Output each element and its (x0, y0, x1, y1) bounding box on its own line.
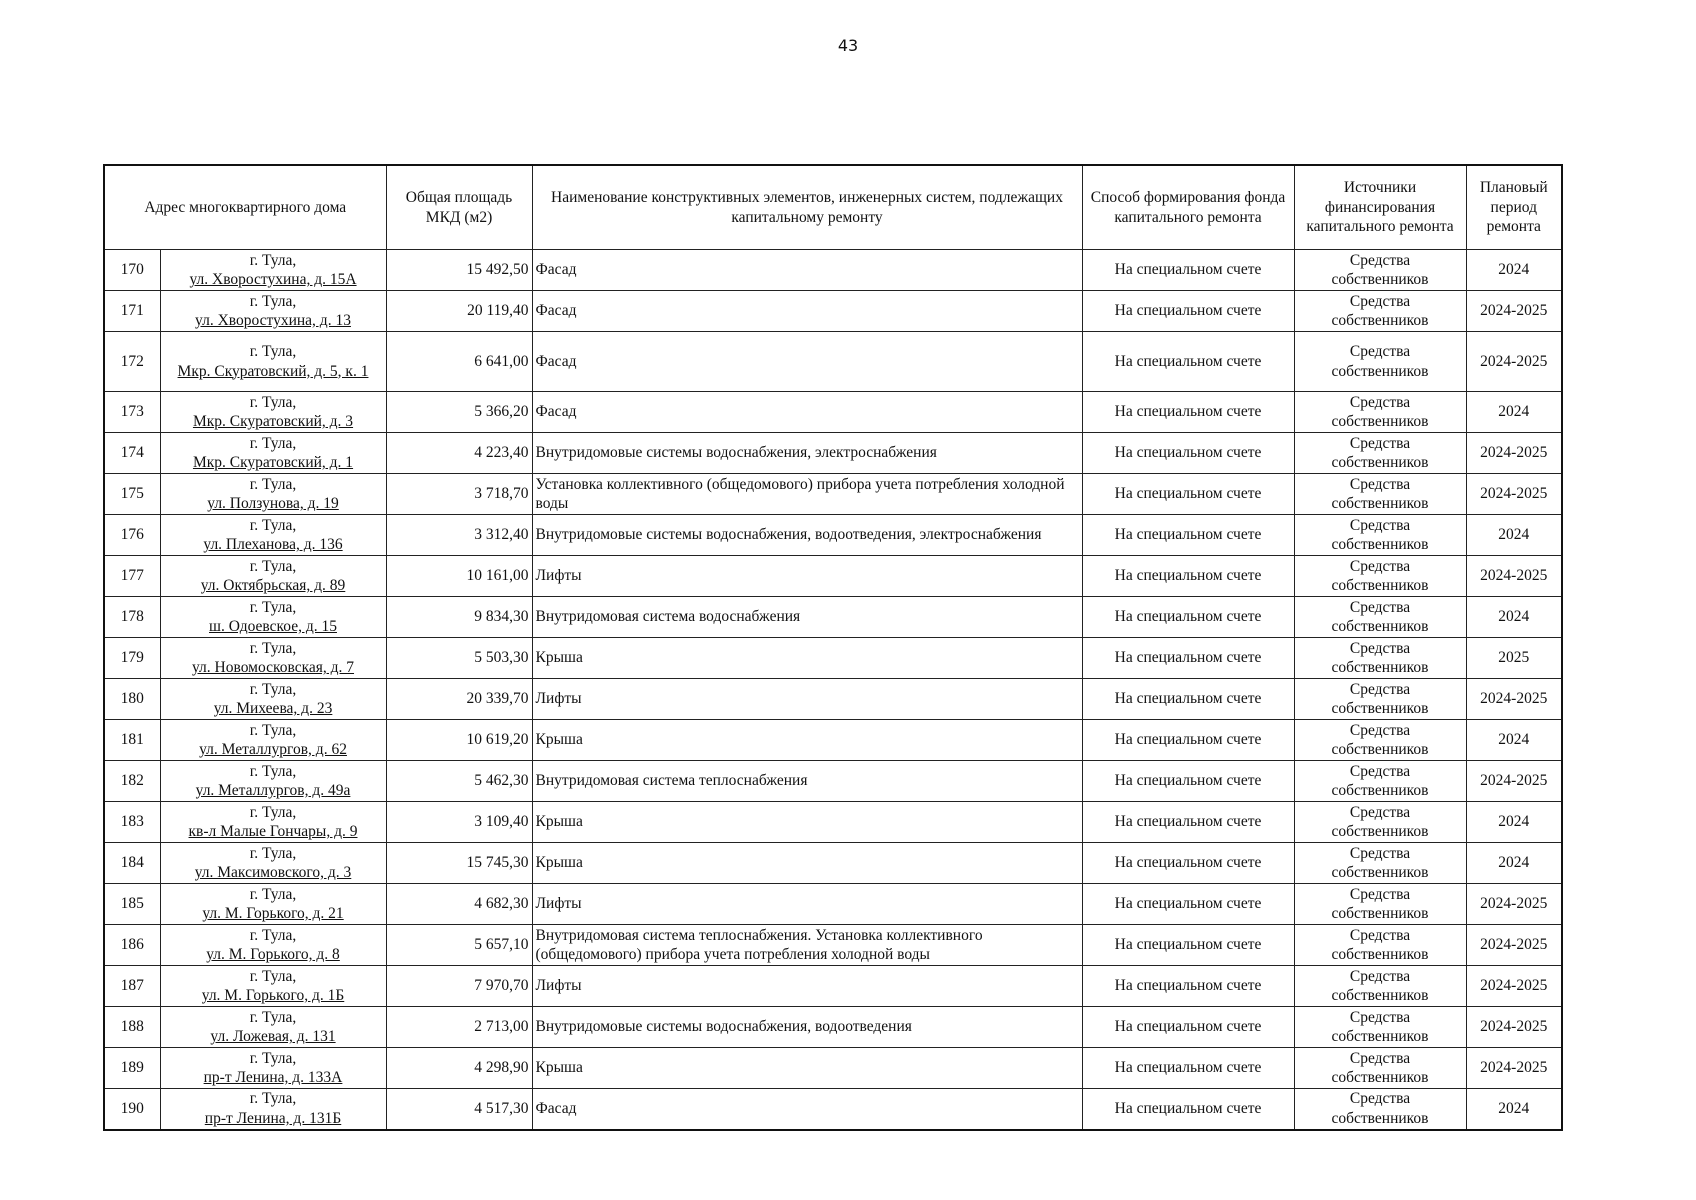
row-period: 2024-2025 (1466, 1007, 1562, 1048)
row-area: 4 298,90 (386, 1048, 532, 1089)
row-method: На специальном счете (1082, 1089, 1294, 1130)
row-area: 20 339,70 (386, 679, 532, 720)
row-number: 171 (104, 291, 160, 332)
row-area: 6 641,00 (386, 332, 532, 392)
row-method: На специальном счете (1082, 761, 1294, 802)
row-period: 2024-2025 (1466, 291, 1562, 332)
address-street: ул. Металлургов, д. 49а (195, 782, 351, 799)
address-city: г. Тула, (249, 393, 297, 411)
row-number: 185 (104, 884, 160, 925)
source-line-2: собственников (1331, 1028, 1429, 1045)
row-method: На специальном счете (1082, 1048, 1294, 1089)
row-works: Крыша (532, 802, 1082, 843)
row-area: 10 619,20 (386, 720, 532, 761)
source-line-2: собственников (1331, 577, 1429, 594)
table-row (104, 291, 1562, 332)
table-row (104, 474, 1562, 515)
row-address (160, 679, 386, 720)
address-city: г. Тула, (249, 516, 297, 534)
table-row (104, 802, 1562, 843)
row-method: На специальном счете (1082, 556, 1294, 597)
row-method: На специальном счете (1082, 597, 1294, 638)
address-street: ул. Октябрьская, д. 89 (200, 577, 346, 594)
table-row (104, 332, 1562, 392)
table-row (104, 1048, 1562, 1089)
row-address (160, 638, 386, 679)
table-row (104, 433, 1562, 474)
row-number: 183 (104, 802, 160, 843)
row-address (160, 250, 386, 291)
row-area: 5 462,30 (386, 761, 532, 802)
row-period: 2024 (1466, 802, 1562, 843)
address-city: г. Тула, (249, 557, 297, 575)
address-street: ул. Металлургов, д. 62 (199, 741, 347, 758)
row-method: На специальном счете (1082, 392, 1294, 433)
row-method: На специальном счете (1082, 332, 1294, 392)
source-line-1: Средства (1349, 475, 1411, 493)
address-street: ул. Михеева, д. 23 (213, 700, 333, 717)
row-period: 2024-2025 (1466, 1048, 1562, 1089)
source-line-2: собственников (1331, 536, 1429, 553)
row-area: 4 517,30 (386, 1089, 532, 1130)
row-source (1294, 761, 1466, 802)
row-period: 2024 (1466, 250, 1562, 291)
row-method: На специальном счете (1082, 250, 1294, 291)
row-source (1294, 884, 1466, 925)
source-line-2: собственников (1331, 823, 1429, 840)
source-line-2: собственников (1331, 659, 1429, 676)
row-source (1294, 515, 1466, 556)
address-city: г. Тула, (249, 343, 297, 361)
row-works: Фасад (532, 392, 1082, 433)
header-works: Наименование конструктивных элементов, инженерных систем, подлежащих капитальному ремонту (532, 165, 1082, 250)
source-line-2: собственников (1331, 700, 1429, 717)
row-works: Крыша (532, 1048, 1082, 1089)
source-line-1: Средства (1349, 434, 1411, 452)
row-period: 2024-2025 (1466, 556, 1562, 597)
source-line-2: собственников (1331, 495, 1429, 512)
source-line-1: Средства (1349, 343, 1411, 361)
row-works: Внутридомовые системы водоснабжения, водоотведения (532, 1007, 1082, 1048)
address-city: г. Тула, (249, 803, 297, 821)
address-street: Мкр. Скуратовский, д. 5, к. 1 (177, 362, 369, 380)
row-number: 181 (104, 720, 160, 761)
address-street: пр-т Ленина, д. 131Б (204, 1109, 342, 1127)
row-address (160, 597, 386, 638)
row-period: 2024 (1466, 597, 1562, 638)
row-area: 9 834,30 (386, 597, 532, 638)
row-area: 15 745,30 (386, 843, 532, 884)
address-street: ул. Максимовского, д. 3 (194, 864, 352, 881)
row-address (160, 1048, 386, 1089)
row-number: 176 (104, 515, 160, 556)
address-city: г. Тула, (249, 1008, 297, 1026)
row-period: 2024-2025 (1466, 761, 1562, 802)
table-row (104, 515, 1562, 556)
row-source (1294, 433, 1466, 474)
source-line-1: Средства (1349, 516, 1411, 534)
source-line-1: Средства (1349, 1049, 1411, 1067)
table-row (104, 761, 1562, 802)
table-row (104, 597, 1562, 638)
row-address (160, 556, 386, 597)
row-address (160, 1007, 386, 1048)
row-works: Внутридомовые системы водоснабжения, водоотведения, электроснабжения (532, 515, 1082, 556)
address-city: г. Тула, (249, 1049, 297, 1067)
row-area: 2 713,00 (386, 1007, 532, 1048)
address-city: г. Тула, (249, 844, 297, 862)
row-area: 3 718,70 (386, 474, 532, 515)
row-method: На специальном счете (1082, 679, 1294, 720)
address-city: г. Тула, (249, 721, 297, 739)
address-city: г. Тула, (249, 434, 297, 452)
address-street: ул. Ползунова, д. 19 (207, 495, 339, 512)
row-number: 173 (104, 392, 160, 433)
row-works: Фасад (532, 250, 1082, 291)
row-area: 15 492,50 (386, 250, 532, 291)
row-method: На специальном счете (1082, 884, 1294, 925)
row-method: На специальном счете (1082, 474, 1294, 515)
row-source (1294, 1048, 1466, 1089)
row-number: 180 (104, 679, 160, 720)
row-address (160, 843, 386, 884)
row-works: Установка коллективного (общедомового) прибора учета потребления холодной воды (532, 474, 1082, 515)
address-city: г. Тула, (249, 885, 297, 903)
row-method: На специальном счете (1082, 515, 1294, 556)
row-number: 174 (104, 433, 160, 474)
row-number: 184 (104, 843, 160, 884)
header-period: Плановый период ремонта (1466, 165, 1562, 250)
table-row (104, 925, 1562, 966)
row-source (1294, 291, 1466, 332)
source-line-2: собственников (1331, 905, 1429, 922)
row-address (160, 332, 386, 392)
row-works: Лифты (532, 884, 1082, 925)
row-number: 175 (104, 474, 160, 515)
source-line-2: собственников (1331, 946, 1429, 963)
source-line-1: Средства (1349, 598, 1411, 616)
table-row (104, 884, 1562, 925)
address-street: ш. Одоевское, д. 15 (209, 618, 337, 635)
address-street: Мкр. Скуратовский, д. 3 (192, 413, 354, 430)
row-period: 2024-2025 (1466, 679, 1562, 720)
row-source (1294, 1089, 1466, 1130)
row-period: 2024 (1466, 515, 1562, 556)
source-line-2: собственников (1331, 987, 1429, 1004)
address-city: г. Тула, (249, 762, 297, 780)
row-works: Фасад (532, 1089, 1082, 1130)
row-source (1294, 474, 1466, 515)
row-source (1294, 1007, 1466, 1048)
source-line-1: Средства (1349, 844, 1411, 862)
row-period: 2024 (1466, 720, 1562, 761)
row-area: 7 970,70 (386, 966, 532, 1007)
row-area: 3 109,40 (386, 802, 532, 843)
row-number: 187 (104, 966, 160, 1007)
row-address (160, 392, 386, 433)
address-street: Мкр. Скуратовский, д. 1 (192, 454, 354, 471)
row-works: Лифты (532, 966, 1082, 1007)
row-period: 2024-2025 (1466, 433, 1562, 474)
row-area: 5 657,10 (386, 925, 532, 966)
row-period: 2024 (1466, 843, 1562, 884)
source-line-1: Средства (1349, 803, 1411, 821)
row-area: 10 161,00 (386, 556, 532, 597)
row-period: 2024-2025 (1466, 332, 1562, 392)
table-row (104, 556, 1562, 597)
row-source (1294, 802, 1466, 843)
source-line-1: Средства (1349, 1008, 1411, 1026)
table-header-row (104, 165, 1562, 250)
row-period: 2024-2025 (1466, 966, 1562, 1007)
table-body (104, 250, 1562, 1130)
header-method: Способ формирования фонда капитального ремонта (1082, 165, 1294, 250)
row-source (1294, 966, 1466, 1007)
row-area: 3 312,40 (386, 515, 532, 556)
row-works: Крыша (532, 720, 1082, 761)
source-line-1: Средства (1349, 967, 1411, 985)
row-address (160, 1089, 386, 1130)
source-line-1: Средства (1349, 557, 1411, 575)
row-source (1294, 332, 1466, 392)
address-city: г. Тула, (249, 292, 297, 310)
source-line-2: собственников (1331, 1069, 1429, 1086)
address-street: ул. Новомосковская, д. 7 (191, 659, 355, 676)
row-period: 2024 (1466, 392, 1562, 433)
table-row (104, 720, 1562, 761)
address-city: г. Тула, (249, 598, 297, 616)
row-area: 4 223,40 (386, 433, 532, 474)
source-line-1: Средства (1349, 926, 1411, 944)
row-address (160, 966, 386, 1007)
row-address (160, 761, 386, 802)
row-source (1294, 925, 1466, 966)
row-number: 189 (104, 1048, 160, 1089)
row-source (1294, 392, 1466, 433)
row-source (1294, 843, 1466, 884)
source-line-2: собственников (1331, 864, 1429, 881)
source-line-1: Средства (1349, 721, 1411, 739)
row-works: Внутридомовые системы водоснабжения, электроснабжения (532, 433, 1082, 474)
address-street: ул. Ложевая, д. 131 (210, 1028, 336, 1045)
row-method: На специальном счете (1082, 720, 1294, 761)
address-city: г. Тула, (249, 926, 297, 944)
row-address (160, 884, 386, 925)
row-source (1294, 720, 1466, 761)
row-source (1294, 250, 1466, 291)
row-period: 2024-2025 (1466, 884, 1562, 925)
row-address (160, 925, 386, 966)
row-works: Крыша (532, 638, 1082, 679)
table-row (104, 679, 1562, 720)
row-method: На специальном счете (1082, 925, 1294, 966)
address-city: г. Тула, (249, 1090, 297, 1108)
row-number: 182 (104, 761, 160, 802)
row-period: 2024 (1466, 1089, 1562, 1130)
source-line-2: собственников (1331, 362, 1429, 380)
row-number: 170 (104, 250, 160, 291)
row-period: 2025 (1466, 638, 1562, 679)
table-row (104, 1089, 1562, 1130)
row-number: 177 (104, 556, 160, 597)
row-method: На специальном счете (1082, 1007, 1294, 1048)
row-address (160, 802, 386, 843)
address-street: ул. Хворостухина, д. 13 (195, 312, 351, 329)
row-number: 190 (104, 1089, 160, 1130)
table-row (104, 966, 1562, 1007)
row-works: Лифты (532, 679, 1082, 720)
source-line-1: Средства (1349, 639, 1411, 657)
row-number: 188 (104, 1007, 160, 1048)
row-area: 5 366,20 (386, 392, 532, 433)
source-line-1: Средства (1349, 1090, 1411, 1108)
row-number: 172 (104, 332, 160, 392)
table-row (104, 392, 1562, 433)
row-method: На специальном счете (1082, 802, 1294, 843)
row-works: Крыша (532, 843, 1082, 884)
source-line-2: собственников (1331, 1109, 1429, 1127)
address-street: пр-т Ленина, д. 133А (203, 1069, 343, 1086)
row-source (1294, 556, 1466, 597)
row-works: Фасад (532, 332, 1082, 392)
source-line-1: Средства (1349, 762, 1411, 780)
row-method: На специальном счете (1082, 966, 1294, 1007)
row-period: 2024-2025 (1466, 925, 1562, 966)
row-method: На специальном счете (1082, 291, 1294, 332)
row-source (1294, 638, 1466, 679)
address-city: г. Тула, (249, 475, 297, 493)
row-method: На специальном счете (1082, 843, 1294, 884)
row-works: Фасад (532, 291, 1082, 332)
row-address (160, 433, 386, 474)
row-address (160, 515, 386, 556)
row-works: Внутридомовая система теплоснабжения. Установка коллективного (общедомового) прибора учета потребления холодной воды (532, 925, 1082, 966)
header-address: Адрес многоквартирного дома (104, 165, 386, 250)
address-street: ул. Хворостухина, д. 15А (189, 271, 357, 288)
source-line-2: собственников (1331, 271, 1429, 288)
source-line-1: Средства (1349, 251, 1411, 269)
address-street: ул. М. Горького, д. 8 (206, 946, 340, 963)
row-works: Лифты (532, 556, 1082, 597)
row-period: 2024-2025 (1466, 474, 1562, 515)
source-line-2: собственников (1331, 741, 1429, 758)
row-source (1294, 597, 1466, 638)
row-method: На специальном счете (1082, 638, 1294, 679)
address-city: г. Тула, (249, 251, 297, 269)
page-number: 43 (837, 36, 859, 55)
address-city: г. Тула, (249, 967, 297, 985)
table-row (104, 1007, 1562, 1048)
address-street: ул. М. Горького, д. 21 (202, 905, 344, 922)
source-line-2: собственников (1331, 413, 1429, 430)
source-line-1: Средства (1349, 680, 1411, 698)
row-source (1294, 679, 1466, 720)
table-row (104, 638, 1562, 679)
row-address (160, 291, 386, 332)
source-line-2: собственников (1331, 782, 1429, 799)
source-line-1: Средства (1349, 393, 1411, 411)
table-row (104, 843, 1562, 884)
source-line-2: собственников (1331, 618, 1429, 635)
address-street: ул. Плеханова, д. 136 (203, 536, 343, 553)
row-address (160, 474, 386, 515)
row-works: Внутридомовая система водоснабжения (532, 597, 1082, 638)
source-line-2: собственников (1331, 312, 1429, 329)
row-method: На специальном счете (1082, 433, 1294, 474)
source-line-1: Средства (1349, 885, 1411, 903)
repair-plan-table (103, 164, 1563, 1131)
header-area: Общая площадь МКД (м2) (386, 165, 532, 250)
row-works: Внутридомовая система теплоснабжения (532, 761, 1082, 802)
address-city: г. Тула, (249, 639, 297, 657)
row-number: 179 (104, 638, 160, 679)
row-area: 4 682,30 (386, 884, 532, 925)
row-address (160, 720, 386, 761)
address-city: г. Тула, (249, 680, 297, 698)
row-number: 178 (104, 597, 160, 638)
table-row (104, 250, 1562, 291)
address-street: ул. М. Горького, д. 1Б (201, 987, 345, 1004)
row-area: 5 503,30 (386, 638, 532, 679)
source-line-2: собственников (1331, 454, 1429, 471)
row-area: 20 119,40 (386, 291, 532, 332)
address-street: кв-л Малые Гончары, д. 9 (188, 823, 358, 840)
row-number: 186 (104, 925, 160, 966)
header-source: Источники финансирования капитального ремонта (1294, 165, 1466, 250)
source-line-1: Средства (1349, 292, 1411, 310)
